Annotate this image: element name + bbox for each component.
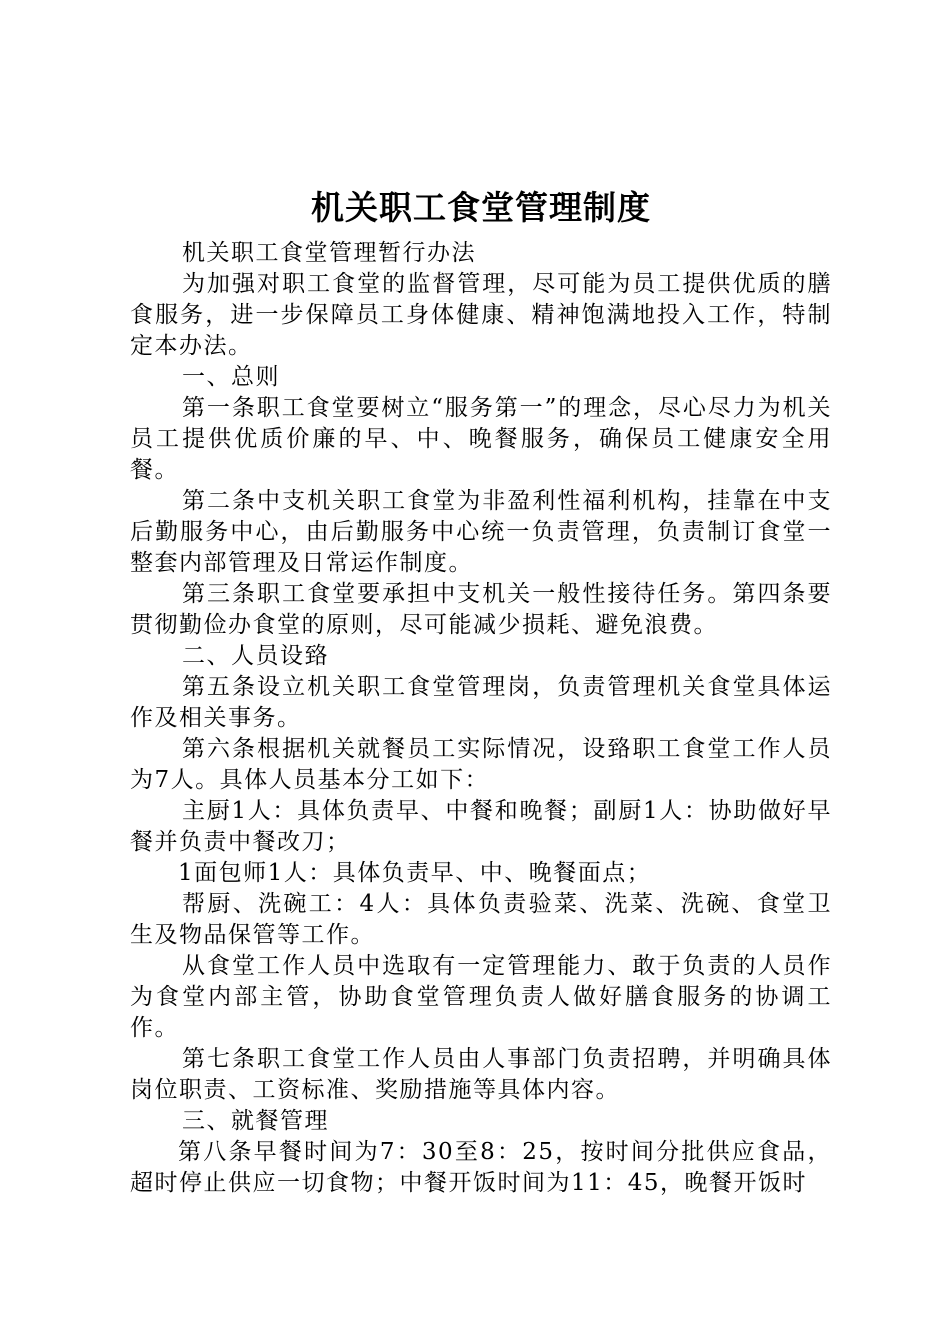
article-7-paragraph: 第七条职工食堂工作人员由人事部门负责招聘，并明确具体岗位职责、工资标准、奖励措施等具体内容。 [130,1046,832,1103]
article-5-paragraph: 第五条设立机关职工食堂管理岗，负责管理机关食堂具体运作及相关事务。 [130,674,832,731]
subtitle-paragraph: 机关职工食堂管理暂行办法 [182,240,476,266]
section-heading-general: 一、总则 [182,364,280,390]
article-2-paragraph: 第二条中支机关职工食堂为非盈利性福利机构，挂靠在中支后勤服务中心，由后勤服务中心统一负责管理，负责制订食堂一整套内部管理及日常运作制度。 [130,488,832,576]
baker-duty-paragraph: 1面包师1人：具体负责早、中、晚餐面点； [178,860,652,886]
section-heading-staffing: 二、人员设臵 [182,643,329,669]
intro-paragraph: 为加强对职工食堂的监督管理，尽可能为员工提供优质的膳食服务，进一步保障员工身体健康、精神饱满地投入工作，特制定本办法。 [130,271,832,359]
supervisor-paragraph: 从食堂工作人员中选取有一定管理能力、敢于负责的人员作为食堂内部主管，协助食堂管理负责人做好膳食服务的协调工作。 [130,953,832,1041]
chef-duty-paragraph: 主厨1人：具体负责早、中餐和晚餐；副厨1人：协助做好早餐并负责中餐改刀； [130,798,832,855]
document-title: 机关职工食堂管理制度 [311,188,651,227]
section-heading-dining: 三、就餐管理 [182,1108,329,1134]
document-body [130,186,832,1199]
article-3-4-paragraph: 第三条职工食堂要承担中支机关一般性接待任务。第四条要贯彻勤俭办食堂的原则，尽可能减少损耗、避免浪费。 [130,581,832,638]
article-6-paragraph: 第六条根据机关就餐员工实际情况，设臵职工食堂工作人员为7人。具体人员基本分工如下： [130,736,832,793]
article-8-paragraph: 第八条早餐时间为7：30至8：25，按时间分批供应食品，超时停止供应一切食物；中餐开饭时间为11：45，晚餐开饭时 [130,1139,832,1196]
article-1-paragraph: 第一条职工食堂要树立“服务第一”的理念，尽心尽力为机关员工提供优质价廉的早、中、晚餐服务，确保员工健康安全用餐。 [130,395,832,483]
helper-duty-paragraph: 帮厨、洗碗工：4人：具体负责验菜、洗菜、洗碗、食堂卫生及物品保管等工作。 [130,891,832,948]
